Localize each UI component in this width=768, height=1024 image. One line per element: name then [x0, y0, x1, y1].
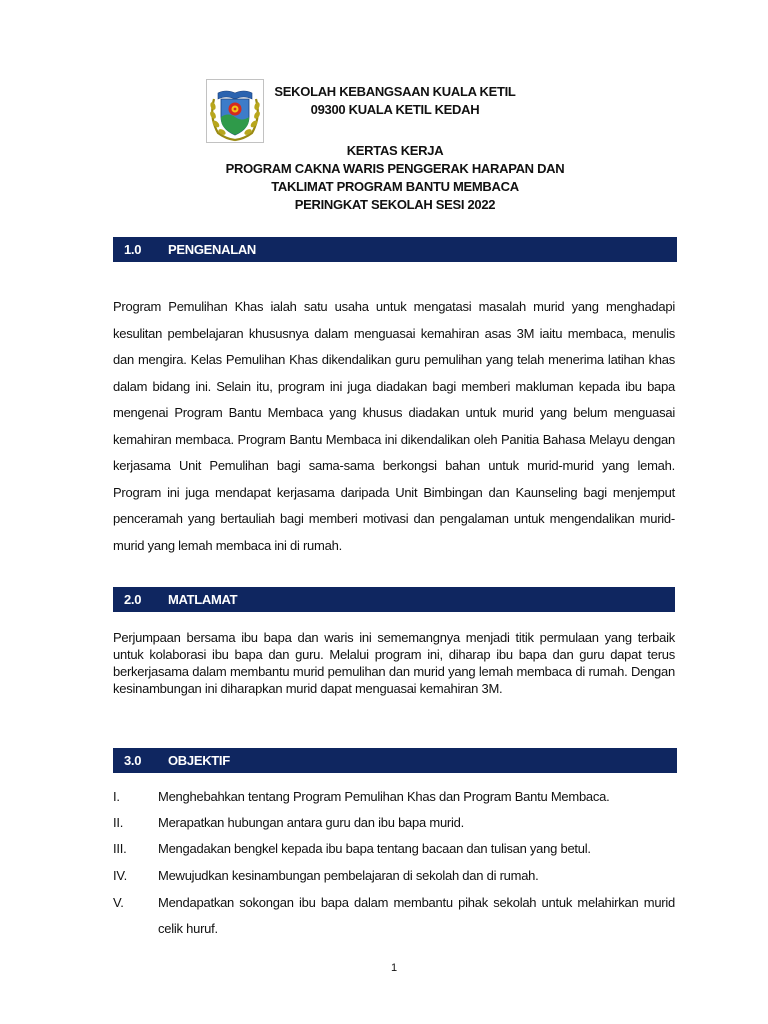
paper-title-line-1: PROGRAM CAKNA WARIS PENGGERAK HARAPAN DAN: [225, 161, 565, 176]
section-title: MATLAMAT: [168, 592, 238, 607]
objective-text: Mengadakan bengkel kepada ibu bapa tentang bacaan dan tulisan yang betul.: [158, 841, 591, 856]
section-body-matlamat: Perjumpaan bersama ibu bapa dan waris ini sememangnya menjadi titik permulaan yang terbaik untuk kolaborasi ibu bapa dan guru. Melalui program ini, diharap ibu bapa dan guru dapat terus berkerjasama dalam membantu murid pemulihan dan murid yang lemah membaca di rumah. Dengan kesinambungan ini diharapkan murid dapat menguasai kemahiran 3M.: [113, 630, 675, 696]
school-address: 09300 KUALA KETIL KEDAH: [310, 102, 480, 117]
section-title: PENGENALAN: [168, 242, 257, 257]
section-number: 3.0: [124, 753, 142, 768]
section-body-pengenalan: Program Pemulihan Khas ialah satu usaha untuk mengatasi masalah murid yang menghadapi kesulitan pembelajaran khususnya dalam menguasai kemahiran asas 3M iaitu membaca, menulis dan mengira. Kelas Pemulihan Khas dikendalikan guru pemulihan yang telah menerima latihan khas dalam bidang ini. Selain itu, program ini juga diadakan bagi memberi makluman kepada ibu bapa mengenai Program Bantu Membaca yang khusus diadakan untuk murid yang belum menguasai kemahiran membaca. Program Bantu Membaca ini dikendalikan oleh Panitia Bahasa Melayu dengan kerjasama Unit Pemulihan bagi sama-sama berkongsi bahan untuk murid-murid yang lemah. Program ini juga mendapat kerjasama daripada Unit Bimbingan dan Kaunseling bagi menjemput penceramah yang bertauliah bagi memberi motivasi dan pengalaman untuk mengendalikan murid-murid yang lemah membaca ini di rumah.: [113, 299, 675, 553]
objective-numeral: III.: [113, 841, 127, 856]
paper-title-line-2: TAKLIMAT PROGRAM BANTU MEMBACA: [271, 179, 519, 194]
objective-text: Mewujudkan kesinambungan pembelajaran di sekolah dan di rumah.: [158, 868, 539, 883]
objective-numeral: V.: [113, 895, 124, 910]
objective-text: Merapatkan hubungan antara guru dan ibu bapa murid.: [158, 815, 464, 830]
section-header-pengenalan: [113, 237, 677, 262]
section-number: 2.0: [124, 592, 142, 607]
section-title: OBJEKTIF: [168, 753, 230, 768]
section-header-matlamat: [113, 587, 675, 612]
objective-numeral: II.: [113, 815, 124, 830]
section-number: 1.0: [124, 242, 142, 257]
objective-numeral: IV.: [113, 868, 127, 883]
objective-numeral: I.: [113, 789, 120, 804]
school-name: SEKOLAH KEBANGSAAN KUALA KETIL: [274, 84, 516, 99]
paper-type: KERTAS KERJA: [346, 143, 444, 158]
paper-title-line-3: PERINGKAT SEKOLAH SESI 2022: [294, 197, 496, 212]
page-number: 1: [390, 962, 398, 974]
objective-text: Mendapatkan sokongan ibu bapa dalam membantu pihak sekolah untuk melahirkan murid celik huruf.: [158, 895, 675, 936]
section-header-objektif: [113, 748, 677, 773]
objective-text: Menghebahkan tentang Program Pemulihan Khas dan Program Bantu Membaca.: [158, 789, 610, 804]
